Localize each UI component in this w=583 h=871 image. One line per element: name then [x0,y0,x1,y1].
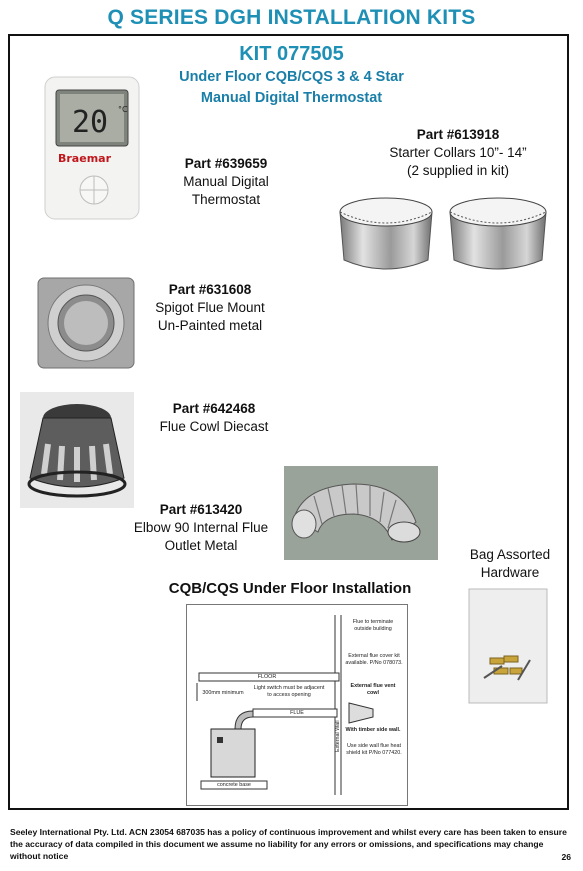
part-desc-line2: Un-Painted metal [157,318,263,333]
elbow-illustration [284,466,438,560]
part-desc-line1: Manual Digital [183,174,269,189]
kit-subtitle-line1: Under Floor CQB/CQS 3 & 4 Star [179,69,404,85]
diagram-label-floor: FLOOR [257,674,277,680]
part-number: Part #642468 [172,401,256,416]
caption-elbow [128,501,274,555]
diagram-lines [187,605,407,805]
thermostat-image [44,76,140,220]
kit-subtitle-line2: Manual Digital Thermostat [200,90,383,106]
part-desc-line1: Starter Collars 10”- 14” [389,145,527,160]
diagram-label-base: concrete base [217,782,251,788]
page-number: 26 [561,852,571,862]
hardware-bag-image [468,588,548,704]
flue-cowl-image [20,392,134,508]
cowl-illustration [20,392,134,508]
diagram-label-heat-shield: Use side wall flue heat shield kit P/No 077420. [346,743,402,756]
part-number: Part #613420 [159,502,243,517]
thermostat-unit: °C [118,105,128,114]
part-desc-line1: Spigot Flue Mount [155,300,265,315]
caption-spigot [140,281,280,335]
elbow-image [284,466,438,560]
footer-disclaimer: Seeley International Pty. Ltd. ACN 23054 687035 has a policy of continuous improvement and whilst every care has been taken to ensure the accuracy of data compiled in this document we assume no liability for any errors or omissions, and specifications may change without notice [10,827,567,861]
starter-collars-image [336,186,552,278]
diagram-label-flue-terminate: Flue to terminate outside building [352,619,394,632]
thermostat-temp: 20 [71,105,109,140]
part-desc-line2: Hardware [480,565,540,580]
section-title: CQB/CQS Under Floor Installation [168,580,412,597]
part-desc-line2: Outlet Metal [164,538,238,553]
diagram-label-external-kit: External flue cover kit available. P/No 078073. [345,653,403,666]
spigot-flue-mount-image [36,274,136,372]
kit-number: KIT 077505 [239,43,344,65]
diagram-label-external-wall: External Wall [334,720,341,753]
diagram-label-timber: With timber side wall. [345,727,401,733]
diagram-label-light-switch: Light switch must be adjacent to access opening [253,685,325,698]
caption-hardware [458,546,562,582]
caption-cowl [146,400,282,436]
diagram-label-minimum: 300mm minimum [202,690,244,696]
part-desc-line2: Thermostat [191,192,261,207]
part-desc-line1: Bag Assorted [469,547,551,562]
part-number: Part #613918 [416,127,500,142]
part-desc-line1: Elbow 90 Internal Flue [133,520,269,535]
part-desc-line2: (2 supplied in kit) [406,163,510,178]
part-desc-line1: Flue Cowl Diecast [159,419,269,434]
caption-starter-collars [368,126,548,180]
spigot-illustration [36,274,136,372]
caption-thermostat [156,155,296,209]
page-title: Q SERIES DGH INSTALLATION KITS [107,6,476,29]
installation-diagram [186,604,408,806]
thermostat-brand: Braemar [58,152,112,165]
part-number: Part #631608 [168,282,252,297]
bag-illustration [468,588,548,704]
diagram-label-external-cowl: External flue vent cowl [350,683,396,696]
collar-illustration [336,186,552,278]
thermostat-illustration [44,76,140,220]
diagram-label-flue: FLUE [290,710,304,716]
part-number: Part #639659 [184,156,268,171]
